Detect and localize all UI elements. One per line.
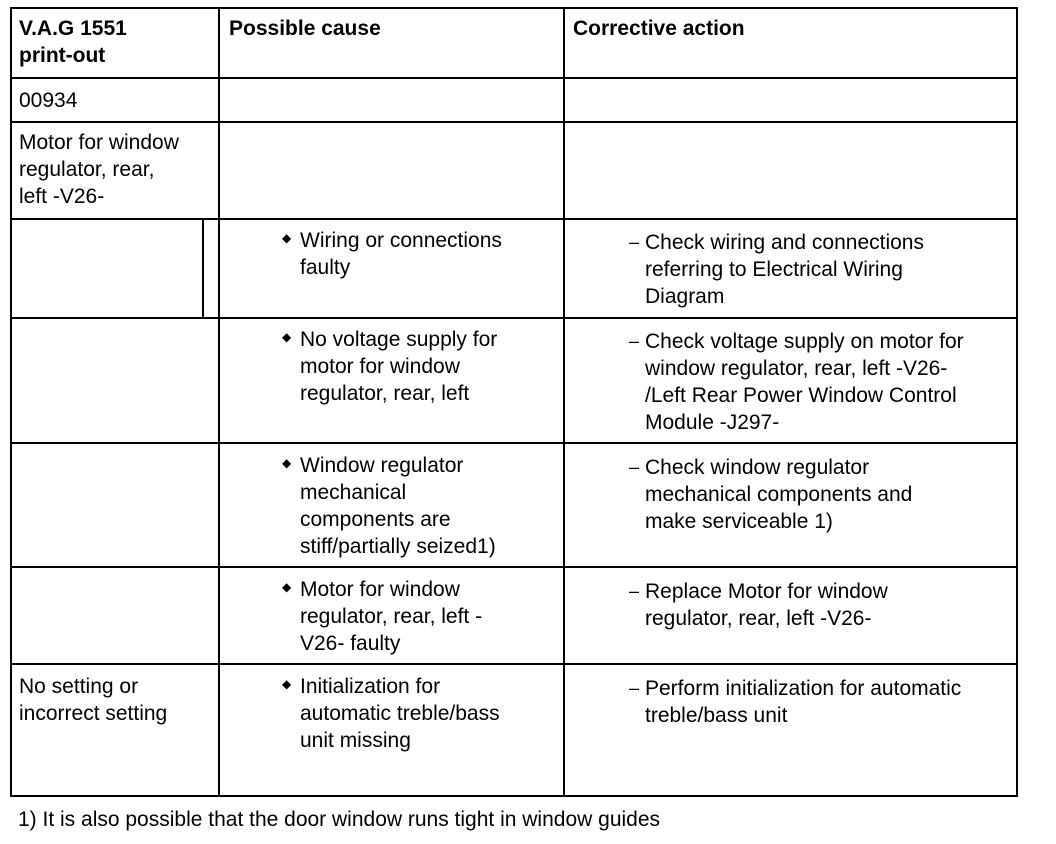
dash-icon: – bbox=[629, 331, 640, 351]
corrective-action-text: Check wiring and connections referring to Electrical Wiring Diagram bbox=[645, 231, 924, 308]
corrective-action-text: Perform initialization for automatic treble/bass unit bbox=[645, 677, 962, 727]
bullet-icon: ◆ bbox=[282, 456, 292, 470]
fault-code: 00934 bbox=[19, 89, 78, 112]
possible-cause-text: No voltage supply for motor for window regulator, rear, left bbox=[300, 328, 498, 405]
bullet-icon: ◆ bbox=[282, 231, 292, 245]
dash-icon: – bbox=[629, 581, 640, 601]
header-possible-cause: Possible cause bbox=[229, 17, 381, 40]
row-divider bbox=[12, 442, 1016, 444]
component-name: Motor for window regulator, rear, left -V26- bbox=[19, 131, 179, 208]
column-divider bbox=[218, 9, 220, 795]
print-out-text: No setting or incorrect setting bbox=[19, 675, 168, 725]
corrective-action-text: Check voltage supply on motor for window regulator, rear, left -V26- /Left Rear Power Window Control Module -J297- bbox=[645, 330, 964, 434]
header-corrective-action: Corrective action bbox=[573, 17, 745, 40]
row-divider bbox=[12, 663, 1016, 665]
column-divider bbox=[563, 9, 565, 795]
possible-cause-text: Wiring or connections faulty bbox=[300, 229, 502, 279]
bullet-icon: ◆ bbox=[282, 580, 292, 594]
bullet-icon: ◆ bbox=[282, 330, 292, 344]
possible-cause-text: Window regulator mechanical components are stiff/partially seized1) bbox=[300, 454, 496, 558]
dash-icon: – bbox=[629, 457, 640, 477]
row-divider bbox=[12, 566, 1016, 568]
possible-cause-text: Initialization for automatic treble/bass unit missing bbox=[300, 675, 500, 752]
diagnostic-table bbox=[10, 7, 1018, 797]
column-divider-inner bbox=[202, 218, 204, 319]
possible-cause-text: Motor for window regulator, rear, left - V26- faulty bbox=[300, 578, 483, 655]
row-divider bbox=[12, 77, 1016, 79]
row-divider bbox=[12, 317, 1016, 319]
row-divider bbox=[12, 121, 1016, 123]
dash-icon: – bbox=[629, 232, 640, 252]
dash-icon: – bbox=[629, 678, 640, 698]
row-divider bbox=[12, 218, 1016, 220]
corrective-action-text: Replace Motor for window regulator, rear, left -V26- bbox=[645, 580, 888, 630]
bullet-icon: ◆ bbox=[282, 677, 292, 691]
header-print-out: V.A.G 1551 print-out bbox=[19, 17, 127, 67]
corrective-action-text: Check window regulator mechanical components and make serviceable 1) bbox=[645, 456, 913, 533]
footnote: 1) It is also possible that the door window runs tight in window guides bbox=[18, 808, 661, 831]
